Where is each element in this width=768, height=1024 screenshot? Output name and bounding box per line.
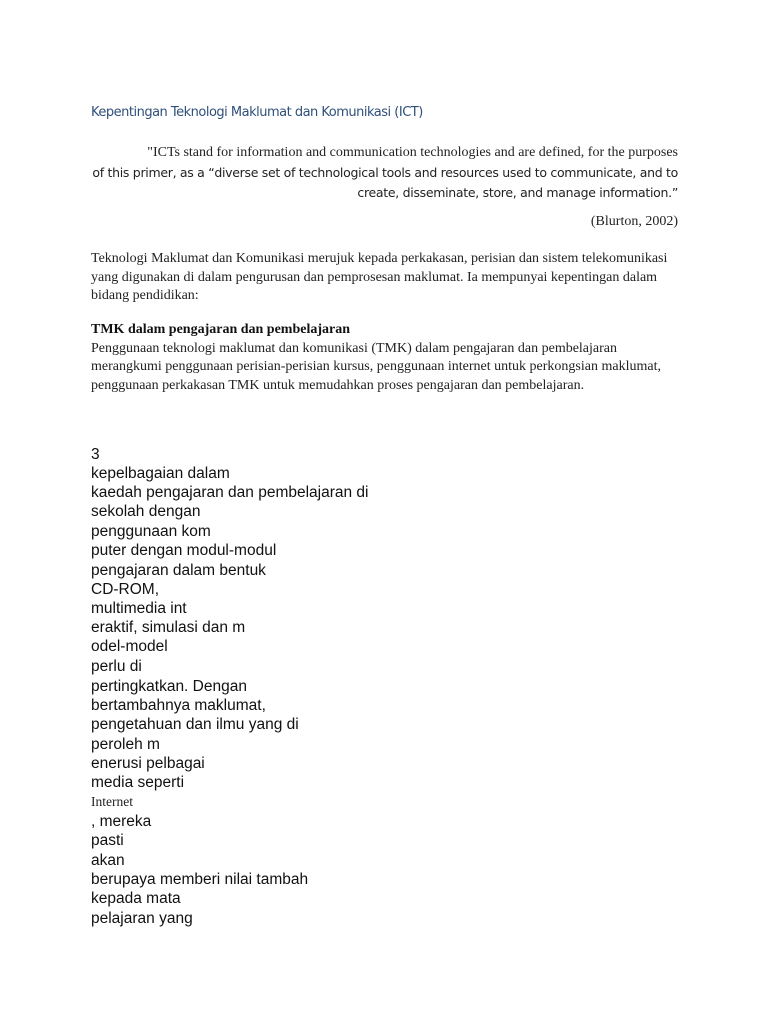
- text-fragment: multimedia int: [91, 600, 187, 617]
- text-fragment: pertingkatkan. Dengan: [91, 678, 247, 695]
- text-fragment: , mereka: [91, 813, 152, 830]
- text-fragment: Internet: [91, 794, 133, 809]
- citation: (Blurton, 2002): [590, 214, 678, 229]
- text-fragment: media seperti: [91, 774, 185, 791]
- document-heading: Kepentingan Teknologi Maklumat dan Komunikasi (ICT): [91, 105, 423, 120]
- text-fragment: penggunaan kom: [91, 523, 211, 540]
- text-fragment: puter dengan modul-modul: [91, 542, 277, 559]
- text-fragment: enerusi pelbagai: [91, 755, 205, 772]
- text-fragment: pengajaran dalam bentuk: [91, 562, 266, 579]
- quote-line-3: create, disseminate, store, and manage information.”: [357, 185, 678, 200]
- text-fragment: kepelbagaian dalam: [91, 465, 230, 482]
- text-fragment: pasti: [91, 832, 124, 849]
- text-fragment: pengetahuan dan ilmu yang di: [91, 716, 299, 733]
- text-fragment: bertambahnya maklumat,: [91, 697, 266, 714]
- text-fragment: akan: [91, 852, 125, 869]
- text-fragment: eraktif, simulasi dan m: [91, 619, 246, 636]
- text-fragment: odel-model: [91, 638, 168, 655]
- intro-paragraph: Teknologi Maklumat dan Komunikasi merujuk kepada perkakasan, perisian dan sistem telekomunikasi yang digunakan di dalam pengurusan dan pemprosesan maklumat. Ia mempunyai kepentingan dalam bidang pendidikan:: [91, 251, 668, 303]
- text-fragment: kaedah pengajaran dan pembelajaran di: [91, 484, 369, 501]
- blockquote: [91, 143, 678, 203]
- text-fragment: CD-ROM,: [91, 581, 160, 598]
- text-fragment: kepada mata: [91, 890, 181, 907]
- quote-line-1: "ICTs stand for information and communication technologies and are defined, for the purposes: [147, 145, 678, 160]
- text-fragment: 3: [91, 446, 100, 463]
- section-paragraph: Penggunaan teknologi maklumat dan komunikasi (TMK) dalam pengajaran dan pembelajaran merangkumi penggunaan perisian-perisian kursus, penggunaan internet untuk perkongsian maklumat, penggunaan perkakasan TMK untuk memudahkan proses pengajaran dan pembelajaran.: [91, 341, 661, 393]
- text-fragment: peroleh m: [91, 736, 160, 753]
- text-fragment: sekolah dengan: [91, 503, 201, 520]
- text-fragment: pelajaran yang: [91, 910, 193, 927]
- quote-line-2: of this primer, as a “diverse set of technological tools and resources used to communicate, and to: [92, 165, 678, 180]
- section-heading: TMK dalam pengajaran dan pembelajaran: [91, 322, 351, 337]
- text-fragment: berupaya memberi nilai tambah: [91, 871, 309, 888]
- text-fragment: perlu di: [91, 658, 142, 675]
